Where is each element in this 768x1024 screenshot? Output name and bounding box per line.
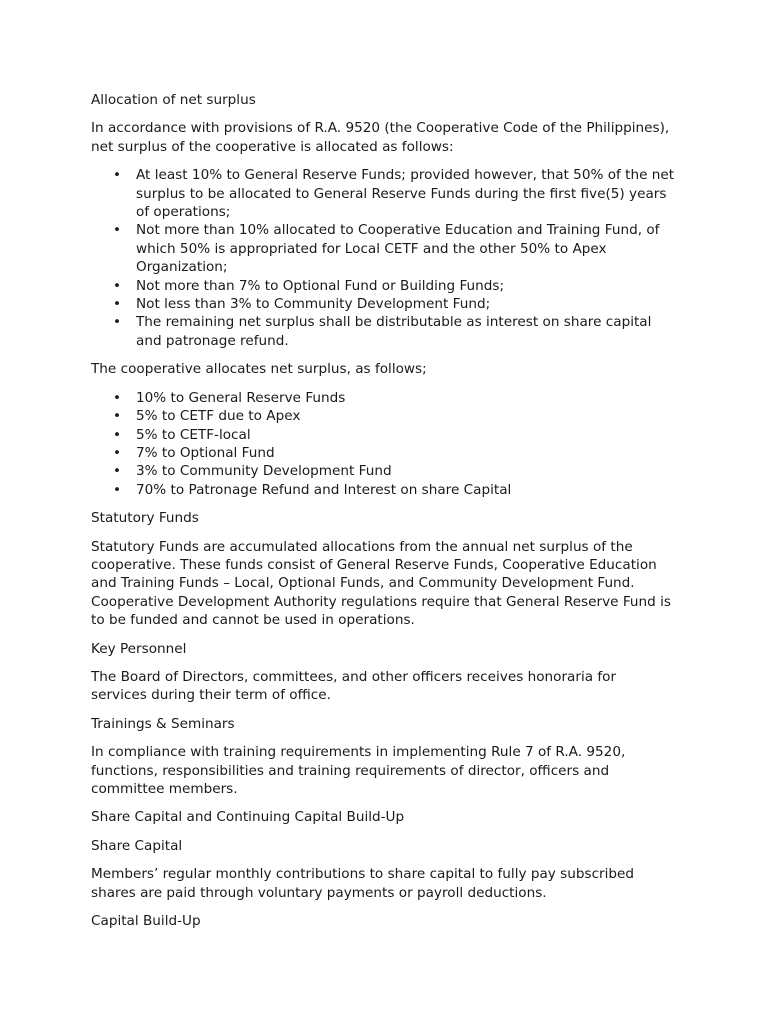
coop-allocation-intro: The cooperative allocates net surplus, as follows; <box>91 361 427 378</box>
list-item: • 5% to CETF due to Apex <box>91 407 675 425</box>
list-item: • The remaining net surplus shall be distributable as interest on share capital and patronage refund. <box>91 313 675 350</box>
list-item: • 10% to General Reserve Funds <box>91 389 675 407</box>
list-item: • 70% to Patronage Refund and Interest on share Capital <box>91 481 675 499</box>
list-item: • Not more than 7% to Optional Fund or Building Funds; <box>91 277 675 295</box>
allocation-intro-paragraph: In accordance with provisions of R.A. 9520 (the Cooperative Code of the Philippines), net surplus of the cooperative is allocated as follows: <box>91 120 670 155</box>
list-item: • Not less than 3% to Community Development Fund; <box>91 295 675 313</box>
list-item: • At least 10% to General Reserve Funds; provided however, that 50% of the net surplus to be allocated to General Reserve Funds during the first five(5) years of operations; <box>91 166 675 221</box>
list-item: • 5% to CETF-local <box>91 426 675 444</box>
section-heading-allocation: Allocation of net surplus <box>91 92 256 108</box>
section-heading-key-personnel: Key Personnel <box>91 640 187 657</box>
section-heading-trainings: Trainings & Seminars <box>91 715 235 732</box>
list-item: • Not more than 10% allocated to Cooperative Education and Training Fund, of which 50% is appropriated for Local CETF and the other 50% to Apex Organization; <box>91 221 675 276</box>
section-heading-share-capital-cbu: Share Capital and Continuing Capital Build-Up <box>91 809 405 826</box>
share-capital-paragraph: Members’ regular monthly contributions to share capital to fully pay subscribed shares are paid through voluntary payments or payroll deductions. <box>91 866 635 901</box>
section-heading-share-capital: Share Capital <box>91 837 183 854</box>
key-personnel-paragraph: The Board of Directors, committees, and other officers receives honoraria for services during their term of office. <box>91 668 617 704</box>
legal-allocation-list <box>91 166 675 350</box>
document-body <box>91 91 675 940</box>
section-heading-capital-build-up: Capital Build-Up <box>91 913 201 930</box>
statutory-funds-paragraph: Statutory Funds are accumulated allocations from the annual net surplus of the cooperative. These funds consist of General Reserve Funds, Cooperative Education and Training Funds – Local, Optional Funds, and Community Development Fund. Cooperative Development Authority regulations require that General Reserve Fund is to be funded and cannot be used in operations. <box>91 538 671 629</box>
trainings-paragraph: In compliance with training requirements in implementing Rule 7 of R.A. 9520, functions, responsibilities and training requirements of director, officers and committee members. <box>91 744 626 797</box>
coop-allocation-list <box>91 389 675 499</box>
section-heading-statutory-funds: Statutory Funds <box>91 510 199 527</box>
list-item: • 7% to Optional Fund <box>91 444 675 462</box>
list-item: • 3% to Community Development Fund <box>91 462 675 480</box>
